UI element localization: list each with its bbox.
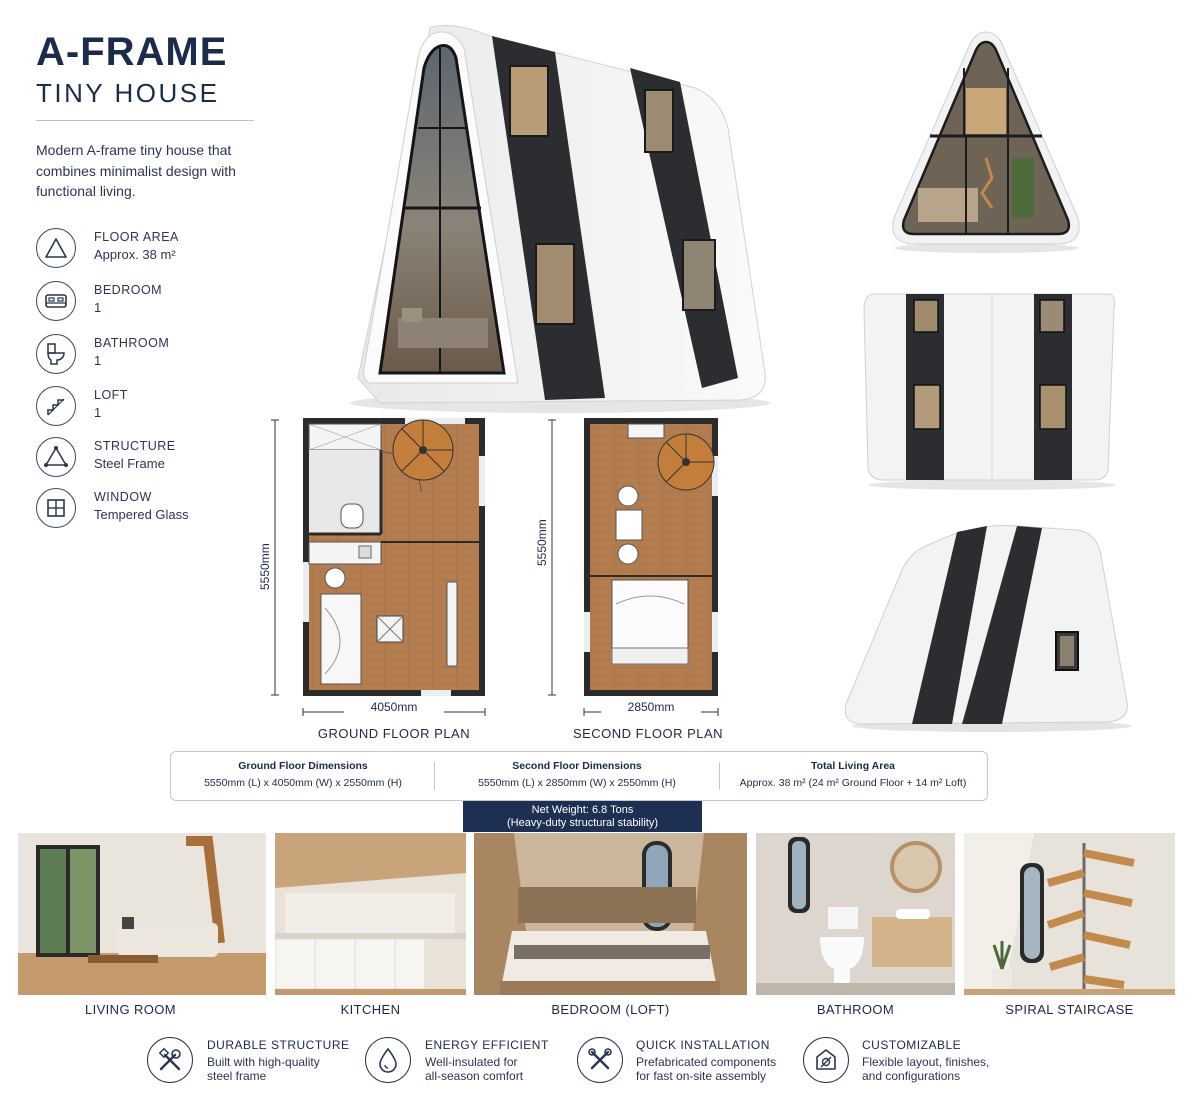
- bed-icon: [36, 281, 76, 321]
- spec-bathroom: [36, 334, 256, 378]
- feature-title: ENERGY EFFICIENT: [425, 1038, 549, 1052]
- second-floor-plan: [530, 412, 730, 722]
- triangle-icon: [36, 228, 76, 268]
- feature-desc: [207, 1055, 320, 1083]
- feature-title: CUSTOMIZABLE: [862, 1038, 962, 1052]
- caption-bedroom: BEDROOM (LOFT): [551, 1002, 670, 1017]
- spec-value: 1: [94, 353, 102, 368]
- feature-desc: [425, 1055, 523, 1083]
- spec-loft: [36, 386, 256, 430]
- feature-desc: [636, 1055, 776, 1083]
- feature-desc-line: Built with high-quality: [207, 1055, 320, 1069]
- frame-icon: [36, 437, 76, 477]
- dimension-heading: Ground Floor Dimensions: [238, 760, 368, 772]
- house-render-main: [340, 18, 770, 413]
- spec-label: BATHROOM: [94, 336, 170, 350]
- spec-window: [36, 488, 256, 532]
- spec-value: 1: [94, 300, 102, 315]
- drop-icon: [365, 1037, 411, 1083]
- ground-plan-label: GROUND FLOOR PLAN: [317, 726, 471, 741]
- feature-desc: [862, 1055, 989, 1083]
- title-divider: [36, 120, 254, 121]
- dimension-second: [435, 752, 719, 800]
- feature-desc-line: all-season comfort: [425, 1069, 524, 1083]
- photo-bedroom: [474, 833, 747, 995]
- stairs-icon: [36, 386, 76, 426]
- toilet-icon: [36, 334, 76, 374]
- feature-desc-line: Prefabricated components: [636, 1055, 777, 1069]
- customize-icon: [803, 1037, 849, 1083]
- photo-staircase: [964, 833, 1175, 995]
- dimension-value: Approx. 38 m² (24 m² Ground Floor + 14 m² Loft): [739, 777, 967, 789]
- spec-bedroom: [36, 281, 256, 325]
- caption-bathroom: BATHROOM: [816, 1002, 895, 1017]
- page-title: A-FRAME: [36, 30, 228, 74]
- feature-desc-line: steel frame: [207, 1069, 267, 1083]
- spec-value: 1: [94, 405, 102, 420]
- page-subtitle: TINY HOUSE: [36, 78, 220, 108]
- intro-text: Modern A-frame tiny house that combines minimalist design with functional living.: [36, 142, 236, 199]
- photo-living-room: [18, 833, 266, 995]
- dimension-ground: [171, 752, 435, 800]
- photo-bathroom: [756, 833, 955, 995]
- spec-label: FLOOR AREA: [94, 230, 179, 244]
- dimension-value: 5550mm (L) x 2850mm (W) x 2550mm (H): [478, 777, 676, 789]
- house-render-front: [888, 28, 1084, 253]
- spec-label: STRUCTURE: [94, 439, 176, 453]
- ground-floor-plan: [255, 412, 495, 722]
- feature-desc-line: Flexible layout, finishes,: [862, 1055, 990, 1069]
- feature-title: DURABLE STRUCTURE: [207, 1038, 350, 1052]
- spec-label: LOFT: [94, 388, 128, 402]
- dimension-total: [719, 752, 987, 800]
- feature-desc-line: for fast on-site assembly: [636, 1069, 767, 1083]
- spec-structure: [36, 437, 256, 481]
- second-height-dim: 5550mm: [535, 519, 549, 566]
- dimensions-panel: [170, 751, 988, 801]
- spec-value: Tempered Glass: [94, 507, 189, 522]
- second-plan-label: SECOND FLOOR PLAN: [572, 726, 724, 741]
- feature-desc-line: and configurations: [862, 1069, 961, 1083]
- caption-staircase: SPIRAL STAIRCASE: [1005, 1002, 1134, 1017]
- spec-label: WINDOW: [94, 490, 152, 504]
- tools-icon: [147, 1037, 193, 1083]
- dimension-heading: Total Living Area: [810, 760, 895, 772]
- net-weight-value: Net Weight: 6.8 Tons: [531, 804, 634, 816]
- house-render-side: [862, 290, 1122, 490]
- net-weight-note: (Heavy-duty structural stability): [507, 817, 658, 829]
- dimension-value: 5550mm (L) x 4050mm (W) x 2550mm (H): [204, 777, 402, 789]
- caption-kitchen: KITCHEN: [340, 1002, 401, 1017]
- photo-kitchen: [275, 833, 466, 995]
- wrench-icon: [577, 1037, 623, 1083]
- spec-value: Approx. 38 m²: [94, 247, 176, 262]
- caption-living-room: LIVING ROOM: [84, 1002, 177, 1017]
- net-weight-badge: [463, 801, 702, 832]
- spec-label: BEDROOM: [94, 283, 163, 297]
- ground-height-dim: 5550mm: [258, 543, 272, 590]
- window-icon: [36, 488, 76, 528]
- feature-desc-line: Well-insulated for: [425, 1055, 518, 1069]
- spec-floor-area: [36, 228, 256, 272]
- dimension-heading: Second Floor Dimensions: [512, 760, 642, 772]
- spec-value: Steel Frame: [94, 456, 165, 471]
- feature-title: QUICK INSTALLATION: [636, 1038, 770, 1052]
- second-width-dim: 2850mm: [601, 700, 701, 714]
- ground-width-dim: 4050mm: [344, 700, 444, 714]
- house-render-rear: [842, 520, 1132, 732]
